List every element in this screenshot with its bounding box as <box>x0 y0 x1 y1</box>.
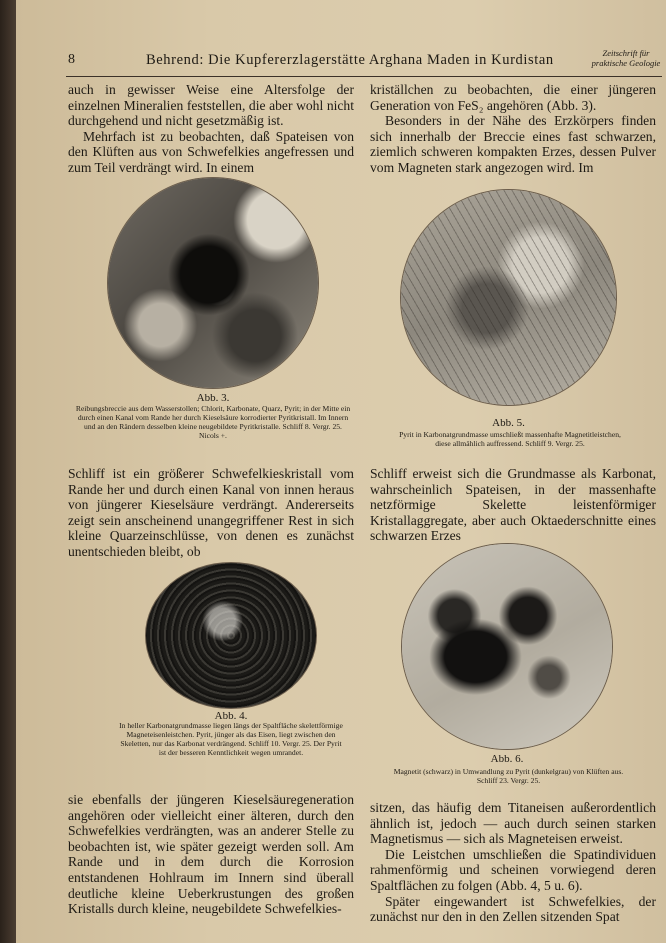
running-title: Behrend: Die Kupfererzlagerstätte Arghana Maden in Kurdistan <box>146 52 554 68</box>
figure-caption-abb3: Reibungsbreccie aus dem Wasserstollen; Chlorit, Karbonate, Quarz, Pyrit; in der Mitte ein durch einen Kanal vom Rande her durch Kieselsäure korrodierter Pyritkristall. Im Innern und an den Rändern desselben kleine neugebildete Pyritkristalle. Schliff 8. Vergr. 25. Nicols +. <box>75 404 351 440</box>
figure-title-abb6: Abb. 6. <box>490 753 524 765</box>
figure-title-abb5: Abb. 5. <box>492 417 525 429</box>
figure-title-abb4: Abb. 4. <box>214 710 248 722</box>
figure-caption-abb4: In heller Karbonatgrundmasse liegen längs der Spaltfläche skelettförmige Magneteisenleistchen. Pyrit, jünger als das Eisen, liegt zwischen den Skeletten, nur das Karbonat verdrängend. Schliff 10. Vergr. 25. Der Pyrit ist der besseren Kenntlichkeit wegen umrandet. <box>119 721 343 757</box>
journal-name-line2: praktische Geologie <box>591 58 661 68</box>
journal-name <box>586 48 666 68</box>
running-header <box>16 44 666 74</box>
paragraph: kriställchen zu beobachten, die einer jüngeren Generation von FeS₂ angehören (Abb. 3). <box>370 82 656 113</box>
book-spine-shadow <box>0 0 16 943</box>
paragraph: auch in gewisser Weise eine Altersfolge der einzelnen Mineralien feststellen, die aber wohl nicht durchgehend und nicht gesetzmäßig ist. <box>68 82 354 129</box>
page-number: 8 <box>68 52 75 67</box>
micrograph-abb3 <box>108 178 318 388</box>
paragraph: sitzen, das häufig dem Titaneisen außerordentlich ähnlich ist, jedoch — auch durch seinen starken Magnetismus — sich als Magneteisen erweist. <box>370 800 656 847</box>
header-rule <box>66 76 662 77</box>
right-column-bottom <box>370 800 656 925</box>
left-column-bottom <box>68 792 354 917</box>
right-column-middle <box>370 466 656 544</box>
figure-caption-abb6: Magnetit (schwarz) in Umwandlung zu Pyrit (dunkelgrau) von Klüften aus. Schliff 23. Vergr. 25. <box>393 767 624 785</box>
figure-title-abb3: Abb. 3. <box>196 392 230 404</box>
paragraph: Besonders in der Nähe des Erzkörpers finden sich innerhalb der Breccie eines fast schwarzen, ziemlich schweren kompakten Erzes, dessen Pulver vom Magneten stark angezogen wird. Im <box>370 113 656 175</box>
figure-caption-abb5: Pyrit in Karbonatgrundmasse umschließt massenhafte Magnetitleistchen, diese allmählich auffressend. Schliff 9. Vergr. 25. <box>399 430 621 448</box>
micrograph-abb6 <box>402 544 612 749</box>
left-column-middle <box>68 466 354 560</box>
journal-name-line1: Zeitschrift für <box>602 48 650 58</box>
micrograph-abb4 <box>146 563 316 708</box>
paragraph: Die Leistchen umschließen die Spatindividuen rahmenförmig und scheinen vorwiegend deren Spaltflächen zu folgen (Abb. 4, 5 u. 6). <box>370 846 656 893</box>
paragraph: Schliff erweist sich die Grundmasse als Karbonat, wahrscheinlich Spateisen, in der massenhafte netzförmige Skelette leistenförmiger Kristallaggregate, aber auch Oktaederschnitte eines schwarzen Erzes <box>370 466 656 544</box>
right-column-top <box>370 82 656 176</box>
paragraph: sie ebenfalls der jüngeren Kieselsäuregeneration angehören oder vielleicht einer älteren, durch den Schwefelkies verdrängten, was an anderer Stelle zu beobachten ist, wie später gezeigt werden soll. Am Rande und in dem durch die Korrosion entstandenen Hohlraum im Innern sind überall deutliche kleine Ueberkrustungen des großen Kristalls durch kleine, neugebildete Schwefelkies- <box>68 792 354 917</box>
left-column-top <box>68 82 354 176</box>
paragraph: Mehrfach ist zu beobachten, daß Spateisen von den Klüften aus von Schwefelkies angefressen und zum Teil verdrängt wird. In einem <box>68 128 354 175</box>
micrograph-abb5 <box>401 190 616 405</box>
paragraph: Später eingewandert ist Schwefelkies, der zunächst nur den in den Zellen sitzenden Spat <box>370 893 656 925</box>
book-page <box>16 0 666 943</box>
paragraph: Schliff ist ein größerer Schwefelkieskristall vom Rande her und durch einen Kanal von innen heraus von jüngerer Kieselsäure verdrängt. Andererseits zeigt sein anscheinend unangegriffener Rest in sich kleine Quarzeinschlüsse, von denen es zunächst unentschieden bleibt, ob <box>68 466 354 559</box>
